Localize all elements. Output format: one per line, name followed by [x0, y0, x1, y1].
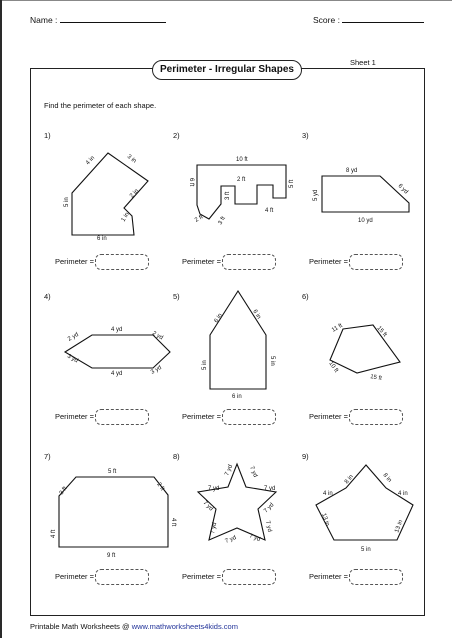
side-label: 3 ft — [58, 485, 69, 497]
shape-4-polygon — [65, 335, 170, 368]
side-label: 5 ft — [289, 179, 295, 188]
side-label: 5 in — [202, 360, 208, 370]
perimeter-label: Perimeter = — [182, 572, 221, 581]
side-label: 10 ft — [327, 360, 339, 374]
problem-number: 6) — [302, 292, 309, 301]
side-label: 7 yd — [264, 520, 273, 533]
side-label: 4 ft — [170, 518, 176, 527]
perimeter-answer-7[interactable] — [55, 569, 149, 585]
side-label: 7 yd — [224, 535, 238, 545]
shape-8-labels — [202, 464, 276, 545]
problem-number: 9) — [302, 452, 309, 461]
perimeter-answer-1[interactable] — [55, 254, 149, 270]
side-label: 4 yd — [111, 371, 123, 377]
answer-box[interactable] — [95, 254, 149, 270]
perimeter-label: Perimeter = — [309, 412, 348, 421]
perimeter-answer-4[interactable] — [55, 409, 149, 425]
perimeter-label: Perimeter = — [55, 412, 94, 421]
answer-box[interactable] — [222, 569, 276, 585]
side-label: 2 ft — [194, 214, 205, 224]
perimeter-label: Perimeter = — [309, 257, 348, 266]
answer-box[interactable] — [95, 409, 149, 425]
score-label: Score : — [313, 15, 340, 25]
shape-6-polygon — [330, 322, 400, 373]
perimeter-label: Perimeter = — [182, 257, 221, 266]
perimeter-answer-6[interactable] — [309, 409, 403, 425]
worksheet-title: Perimeter - Irregular Shapes — [152, 60, 302, 80]
side-label: 4 ft — [265, 208, 274, 214]
perimeter-answer-9[interactable] — [309, 569, 403, 585]
instruction-text: Find the perimeter of each shape. — [44, 101, 157, 110]
side-label: 5 in — [361, 547, 371, 553]
side-label: 13 in — [394, 519, 405, 534]
shape-3-polygon — [322, 176, 409, 212]
shape-7-labels — [51, 469, 176, 559]
side-label: 5 in — [269, 356, 275, 366]
side-label: 7 yd — [248, 533, 262, 544]
footer-link[interactable]: www.mathworksheets4kids.com — [131, 622, 238, 631]
side-label: 7 yd — [201, 500, 214, 513]
shape-5-labels — [202, 309, 275, 400]
answer-box[interactable] — [222, 409, 276, 425]
side-label: 2 in — [129, 188, 141, 200]
side-label: 2 yd — [67, 331, 80, 343]
side-label: 7 yd — [210, 522, 219, 535]
side-label: 15 ft — [369, 374, 383, 382]
sheet-number: Sheet 1 — [350, 58, 376, 67]
shape-8-polygon — [198, 464, 276, 540]
footer — [30, 622, 238, 631]
perimeter-label: Perimeter = — [55, 572, 94, 581]
side-label: 8 in — [381, 472, 393, 484]
side-label: 4 in — [398, 491, 408, 497]
perimeter-label: Perimeter = — [55, 257, 94, 266]
name-label: Name : — [30, 15, 58, 25]
answer-box[interactable] — [349, 254, 403, 270]
problem-number: 8) — [173, 452, 180, 461]
side-label: 2 ft — [237, 177, 246, 183]
perimeter-answer-8[interactable] — [182, 569, 276, 585]
side-label: 5 ft — [108, 469, 117, 475]
perimeter-answer-2[interactable] — [182, 254, 276, 270]
side-label: 5 in — [64, 197, 70, 207]
side-label: 11 ft — [331, 322, 344, 334]
side-label: 3 yd — [150, 364, 163, 376]
problem-number: 7) — [44, 452, 51, 461]
perimeter-answer-5[interactable] — [182, 409, 276, 425]
problem-number: 4) — [44, 292, 51, 301]
side-label: 7 yd — [208, 486, 220, 492]
answer-box[interactable] — [222, 254, 276, 270]
side-label: 10 ft — [236, 157, 248, 163]
side-label: 2 yd — [151, 330, 164, 342]
perimeter-label: Perimeter = — [182, 412, 221, 421]
problem-number: 3) — [302, 131, 309, 140]
shape-9-labels — [320, 472, 408, 553]
side-label: 4 yd — [111, 327, 123, 333]
side-label: 6 in — [232, 394, 242, 400]
answer-box[interactable] — [349, 409, 403, 425]
shape-7-polygon — [59, 477, 168, 547]
side-label: 7 yd — [264, 486, 276, 492]
side-label: 6 in — [251, 308, 262, 321]
side-label: 10 yd — [358, 218, 373, 224]
side-label: 8 in — [343, 474, 355, 486]
side-label: 3 ft — [225, 191, 231, 200]
side-label: 4 ft — [51, 529, 57, 538]
side-label: 1 in — [120, 211, 131, 224]
side-label: 4 in — [85, 155, 97, 167]
perimeter-answer-3[interactable] — [309, 254, 403, 270]
side-label: 13 in — [320, 512, 331, 527]
side-label: 3 in — [125, 153, 138, 165]
side-label: 7 yd — [248, 465, 258, 479]
answer-box[interactable] — [95, 569, 149, 585]
problem-number: 2) — [173, 131, 180, 140]
shape-5-polygon — [210, 291, 266, 389]
side-label: 15 ft — [375, 325, 388, 339]
side-label: 2 ft — [155, 481, 166, 492]
side-label: 6 yd — [396, 183, 409, 196]
side-label: 6 in — [97, 236, 107, 242]
answer-box[interactable] — [349, 569, 403, 585]
problem-number: 1) — [44, 131, 51, 140]
side-label: 7 yd — [224, 463, 235, 477]
side-label: 3 yd — [66, 353, 79, 365]
side-label: 5 yd — [313, 189, 319, 201]
problem-number: 5) — [173, 292, 180, 301]
side-label: 7 yd — [263, 502, 276, 515]
side-label: 9 ft — [107, 553, 116, 559]
footer-text: Printable Math Worksheets @ — [30, 622, 132, 631]
side-label: 6 in — [213, 312, 224, 325]
side-label: 4 in — [323, 491, 333, 497]
side-label: 8 yd — [346, 168, 358, 174]
side-label: 3 ft — [217, 215, 227, 226]
side-label: 6 ft — [188, 178, 194, 187]
perimeter-label: Perimeter = — [309, 572, 348, 581]
